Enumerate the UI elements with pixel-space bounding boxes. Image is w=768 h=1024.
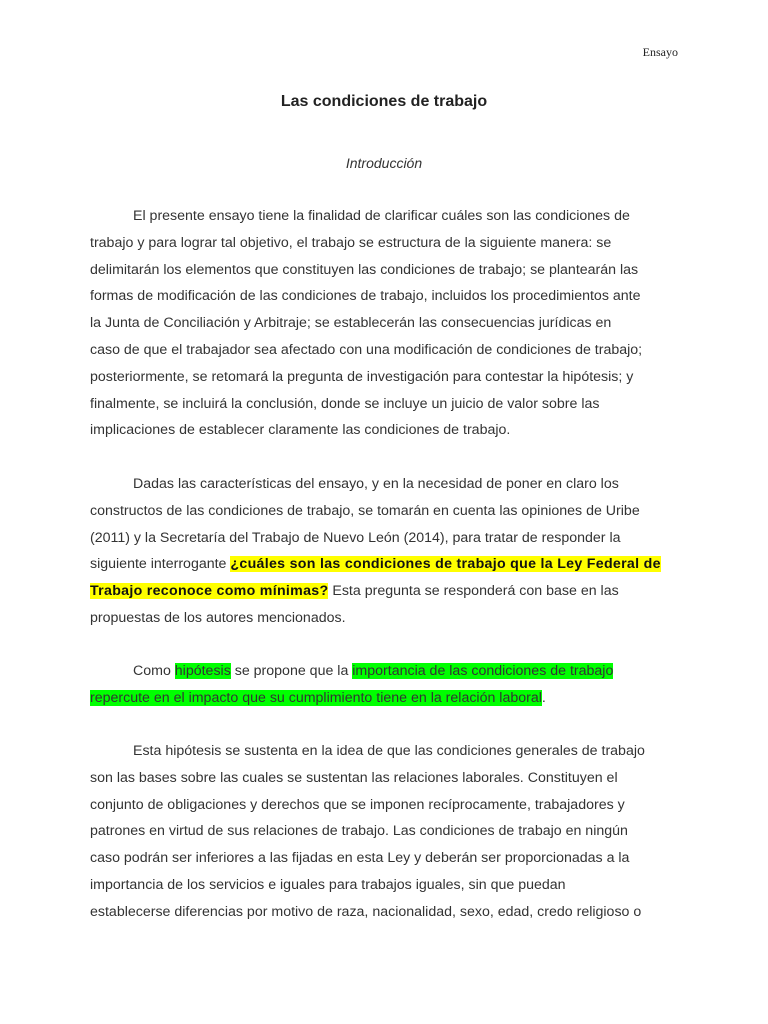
plain-text: siguiente interrogante bbox=[90, 556, 231, 573]
text-line: posteriormente, se retomará la pregunta de investigación para contestar la hipótesis; y bbox=[90, 368, 634, 385]
plain-text: se propone que la bbox=[230, 663, 353, 679]
text-line: patrones en virtud de sus relaciones de trabajo. Las condiciones de trabajo en ningún bbox=[90, 823, 628, 840]
text-line: conjunto de obligaciones y derechos que se imponen recíprocamente, trabajadores y bbox=[90, 796, 625, 813]
highlighted-term: hipótesis bbox=[174, 663, 231, 679]
text-line: El presente ensayo tiene la finalidad de clarificar cuáles son las condiciones de bbox=[133, 208, 630, 224]
text-line: formas de modificación de las condiciones de trabajo, incluidos los procedimientos ante bbox=[90, 288, 641, 305]
highlighted-question: Trabajo reconoce como mínimas? bbox=[90, 583, 329, 600]
highlighted-hypothesis: importancia de las condiciones de trabajo bbox=[352, 663, 614, 679]
text-line: Dadas las características del ensayo, y en la necesidad de poner en claro los bbox=[133, 476, 619, 492]
plain-text: Esta pregunta se responderá con base en las bbox=[328, 583, 619, 600]
running-header: Ensayo bbox=[642, 45, 678, 59]
text-line: son las bases sobre las cuales se sustentan las relaciones laborales. Constituyen el bbox=[90, 769, 618, 786]
text-line: propuestas de los autores mencionados. bbox=[90, 609, 346, 626]
paragraph-hypothesis-support bbox=[90, 738, 680, 926]
text-line: importancia de los servicios e iguales para trabajos iguales, sin que puedan bbox=[90, 876, 566, 893]
paragraph-hypothesis bbox=[90, 658, 680, 712]
highlighted-hypothesis: repercute en el impacto que su cumplimiento tiene en la relación laboral bbox=[90, 689, 542, 706]
highlighted-question: ¿cuáles son las condiciones de trabajo que la Ley Federal de bbox=[230, 556, 661, 573]
text-line: delimitarán los elementos que constituyen las condiciones de trabajo; se plantearán las bbox=[90, 261, 639, 278]
plain-text: . bbox=[541, 689, 546, 706]
text-line: caso podrán ser inferiores a las fijadas en esta Ley y deberán ser proporcionadas a la bbox=[90, 850, 630, 867]
text-line: implicaciones de establecer claramente las condiciones de trabajo. bbox=[90, 422, 511, 439]
text-line: Esta hipótesis se sustenta en la idea de que las condiciones generales de trabajo bbox=[133, 743, 645, 759]
text-line: establecerse diferencias por motivo de raza, nacionalidad, sexo, edad, credo religioso o bbox=[90, 903, 642, 920]
plain-text: Como bbox=[133, 663, 175, 679]
section-heading: Introducción bbox=[345, 155, 423, 171]
paragraph-introduction bbox=[90, 203, 680, 444]
text-line bbox=[90, 578, 680, 605]
text-line: constructos de las condiciones de trabajo, se tomarán en cuenta las opiniones de Uribe bbox=[90, 502, 640, 519]
paragraph-research-question bbox=[90, 471, 680, 632]
text-line bbox=[90, 685, 680, 712]
text-line: trabajo y para lograr tal objetivo, el trabajo se estructura de la siguiente manera: se bbox=[90, 234, 612, 251]
text-line: la Junta de Conciliación y Arbitraje; se establecerán las consecuencias jurídicas en bbox=[90, 315, 612, 332]
text-line: (2011) y la Secretaría del Trabajo de Nuevo León (2014), para tratar de responder la bbox=[90, 529, 621, 546]
text-line: finalmente, se incluirá la conclusión, donde se incluye un juicio de valor sobre las bbox=[90, 395, 600, 412]
document-title: Las condiciones de trabajo bbox=[280, 93, 488, 110]
text-line bbox=[90, 551, 680, 578]
text-line bbox=[90, 658, 680, 685]
text-line: caso de que el trabajador sea afectado con una modificación de condiciones de trabajo; bbox=[90, 341, 643, 358]
